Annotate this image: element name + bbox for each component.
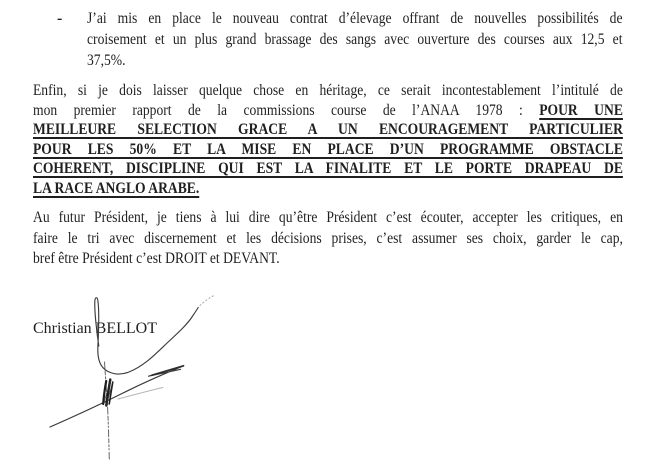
heritage-line-4 — [33, 140, 623, 160]
signature-stroke-sweep-fade — [200, 296, 214, 306]
signature-icon — [40, 293, 220, 465]
bullet-line-2-text: croisement et un plus grand brassage des sangs avec ouverture des courses aux 12,5 et — [87, 31, 623, 48]
signature-stroke-arrow-edge — [152, 366, 184, 375]
heritage-paragraph — [33, 81, 623, 198]
bullet-line-1 — [87, 8, 623, 29]
closing-line-3 — [33, 249, 623, 270]
heritage-line-1 — [33, 81, 623, 101]
bullet-dash: - — [57, 10, 63, 27]
bullet-line-3 — [87, 50, 623, 71]
bullet-line-1-text: J’ai mis en place le nouveau contrat d’élevage offrant de nouvelles possibilités de — [87, 10, 623, 27]
heritage-line-6 — [33, 179, 623, 199]
bullet-paragraph — [87, 8, 623, 71]
signature-stroke-diagonal-arrow — [50, 366, 184, 427]
signatory-name: Christian BELLOT — [33, 320, 157, 337]
signature-stroke-echo — [118, 388, 163, 400]
signature-stroke-spike-sweep — [95, 298, 198, 374]
heritage-line-3-emphasis: MEILLEURE SELECTION GRACE A UN ENCOURAGEMENT PARTICULIER — [33, 121, 623, 138]
heritage-line-3 — [33, 120, 623, 140]
heritage-line-6-emphasis: LA RACE ANGLO ARABE. — [33, 179, 200, 197]
signature-stroke-vertical — [105, 362, 110, 459]
heritage-line-5-emphasis: COHERENT, DISCIPLINE QUI EST LA FINALITE ET LE PORTE DRAPEAU DE — [33, 160, 623, 177]
heritage-line-2-regular: mon premier rapport de la commissions course de l’ANAA 1978 : — [33, 101, 540, 119]
closing-line-1 — [33, 208, 623, 229]
closing-line-3-text: bref être Président c’est DROIT et DEVANT. — [33, 250, 280, 267]
heritage-line-5 — [33, 159, 623, 179]
closing-line-2-text: faire le tri avec discernement et les décisions prises, c’est assumer ses choix, garder le cap, — [33, 229, 623, 247]
heritage-line-1-text: Enfin, si je dois laisser quelque chose en héritage, ce serait incontestablement l’intitulé de — [33, 82, 623, 99]
heritage-line-2-emphasis: POUR UNE — [539, 101, 623, 119]
bullet-line-3-text: 37,5%. — [87, 52, 126, 69]
closing-line-2 — [33, 229, 623, 250]
heritage-line-2 — [33, 101, 623, 121]
closing-paragraph — [33, 208, 623, 270]
closing-line-1-text: Au futur Président, je tiens à lui dire qu’être Président c’est écouter, accepter les critiques, en — [33, 209, 623, 226]
bullet-line-2 — [87, 29, 623, 50]
heritage-line-4-emphasis: POUR LES 50% ET LA MISE EN PLACE D’UN PROGRAMME OBSTACLE — [33, 140, 623, 158]
